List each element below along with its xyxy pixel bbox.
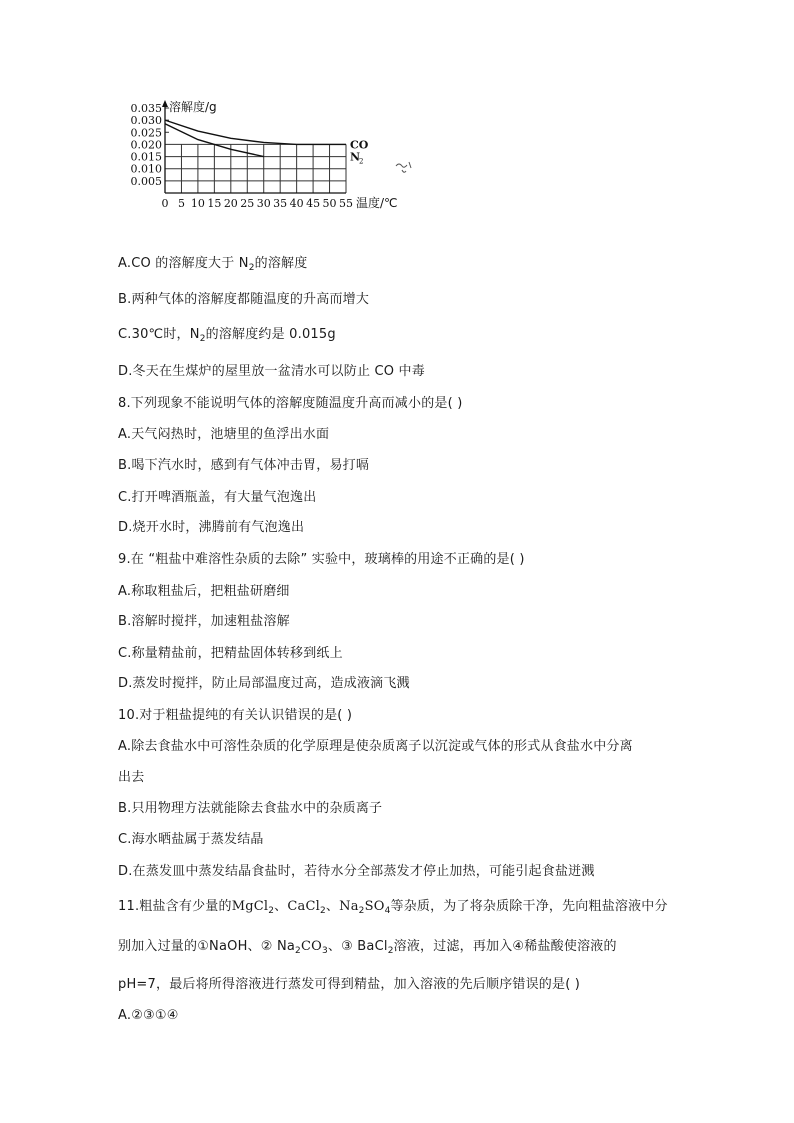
question-line xyxy=(118,325,336,346)
x-tick-label: 30 xyxy=(256,197,271,210)
question-line: 9.在 “粗盐中难溶性杂质的去除” 实验中，玻璃棒的用途不正确的是( ) xyxy=(118,552,525,567)
series-label-co: CO xyxy=(350,138,369,152)
y-tick-label: 0.010 xyxy=(130,162,162,176)
x-tick-label: 50 xyxy=(322,197,337,210)
subscript: 2 xyxy=(248,263,255,273)
question-text: A.CO 的溶解度大于 N xyxy=(118,256,249,271)
y-axis-label: 溶解度/g xyxy=(169,100,217,114)
question-line: 10.对于粗盐提纯的有关认识错误的是( ) xyxy=(118,708,353,723)
question-line: B.两种气体的溶解度都随温度的升高而增大 xyxy=(118,292,370,307)
series-line-0 xyxy=(165,120,346,144)
question-11-option-a: A.②③①④ xyxy=(118,1008,179,1023)
x-tick-label: 20 xyxy=(223,197,238,210)
question-line xyxy=(118,254,307,275)
question-line: 出去 xyxy=(118,770,145,785)
y-axis-arrow xyxy=(162,100,168,107)
y-tick-label: 0.030 xyxy=(130,114,162,128)
x-tick-label: 15 xyxy=(207,197,222,210)
question-line: D.烧开水时，沸腾前有气泡逸出 xyxy=(118,520,305,535)
question-line: B.溶解时搅拌，加速粗盐溶解 xyxy=(118,614,290,629)
y-tick-label: 0.025 xyxy=(130,126,162,140)
question-line: C.海水晒盐属于蒸发结晶 xyxy=(118,832,264,847)
y-tick-label: 0.015 xyxy=(130,150,162,164)
question-line: A.除去食盐水中可溶性杂质的化学原理是使杂质离子以沉淀或气体的形式从食盐水中分离 xyxy=(118,739,633,754)
question-line: A.天气闷热时，池塘里的鱼浮出水面 xyxy=(118,427,330,442)
question-11-line-2: 别加入过量的①NaOH、② $Na_2CO_3$、③ BaCl$_2$溶液，过滤，再加入④稀盐酸使溶液的 xyxy=(118,939,617,956)
question-11-line-1: 11.粗盐含有少量的MgCl$_2$、CaCl$_2$、$Na_2SO_4$等杂质，为了将杂质除干净，先向粗盐溶液中分 xyxy=(118,899,668,916)
question-11-line-3: pH=7，最后将所得溶液进行蒸发可得到精盐，加入溶液的先后顺序错误的是( ) xyxy=(118,977,581,992)
subscript: 2 xyxy=(199,334,206,344)
x-tick-label: 45 xyxy=(306,197,321,210)
decorative-scribble xyxy=(396,162,411,172)
solubility-chart xyxy=(120,100,420,235)
question-line: D.在蒸发皿中蒸发结晶食盐时，若待水分全部蒸发才停止加热，可能引起食盐迸溅 xyxy=(118,864,595,879)
x-tick-label: 25 xyxy=(240,197,255,210)
series-label-n2: N xyxy=(350,150,361,164)
question-line: B.喝下汽水时，感到有气体冲击胃，易打嗝 xyxy=(118,458,370,473)
question-line: D.冬天在生煤炉的屋里放一盆清水可以防止 CO 中毒 xyxy=(118,364,425,379)
x-tick-label: 5 xyxy=(177,197,185,210)
x-tick-label: 55 xyxy=(339,197,353,210)
question-text: 的溶解度 xyxy=(254,256,308,271)
x-axis-label: 温度/℃ xyxy=(356,196,398,210)
solubility-chart-svg xyxy=(120,100,420,235)
question-line: B.只用物理方法就能除去食盐水中的杂质离子 xyxy=(118,801,383,816)
x-tick-label: 35 xyxy=(273,197,288,210)
question-line: D.蒸发时搅拌，防止局部温度过高，造成液滴飞溅 xyxy=(118,676,410,691)
question-line: C.打开啤酒瓶盖，有大量气泡逸出 xyxy=(118,490,317,505)
question-text: C.30℃时，N xyxy=(118,327,200,342)
series-label-n2-subscript: 2 xyxy=(359,157,364,166)
question-text: 的溶解度约是 0.015g xyxy=(205,327,336,342)
question-line: A.称取粗盐后，把粗盐研磨细 xyxy=(118,584,290,599)
y-tick-label: 0.005 xyxy=(130,174,162,188)
y-tick-label: 0.020 xyxy=(130,138,162,152)
question-line: C.称量精盐前，把精盐固体转移到纸上 xyxy=(118,646,343,661)
x-tick-label: 0 xyxy=(161,197,169,210)
y-tick-label: 0.035 xyxy=(130,102,162,115)
x-tick-label: 40 xyxy=(289,197,304,210)
question-line: 8.下列现象不能说明气体的溶解度随温度升高而减小的是( ) xyxy=(118,396,463,411)
x-tick-label: 10 xyxy=(190,197,205,210)
